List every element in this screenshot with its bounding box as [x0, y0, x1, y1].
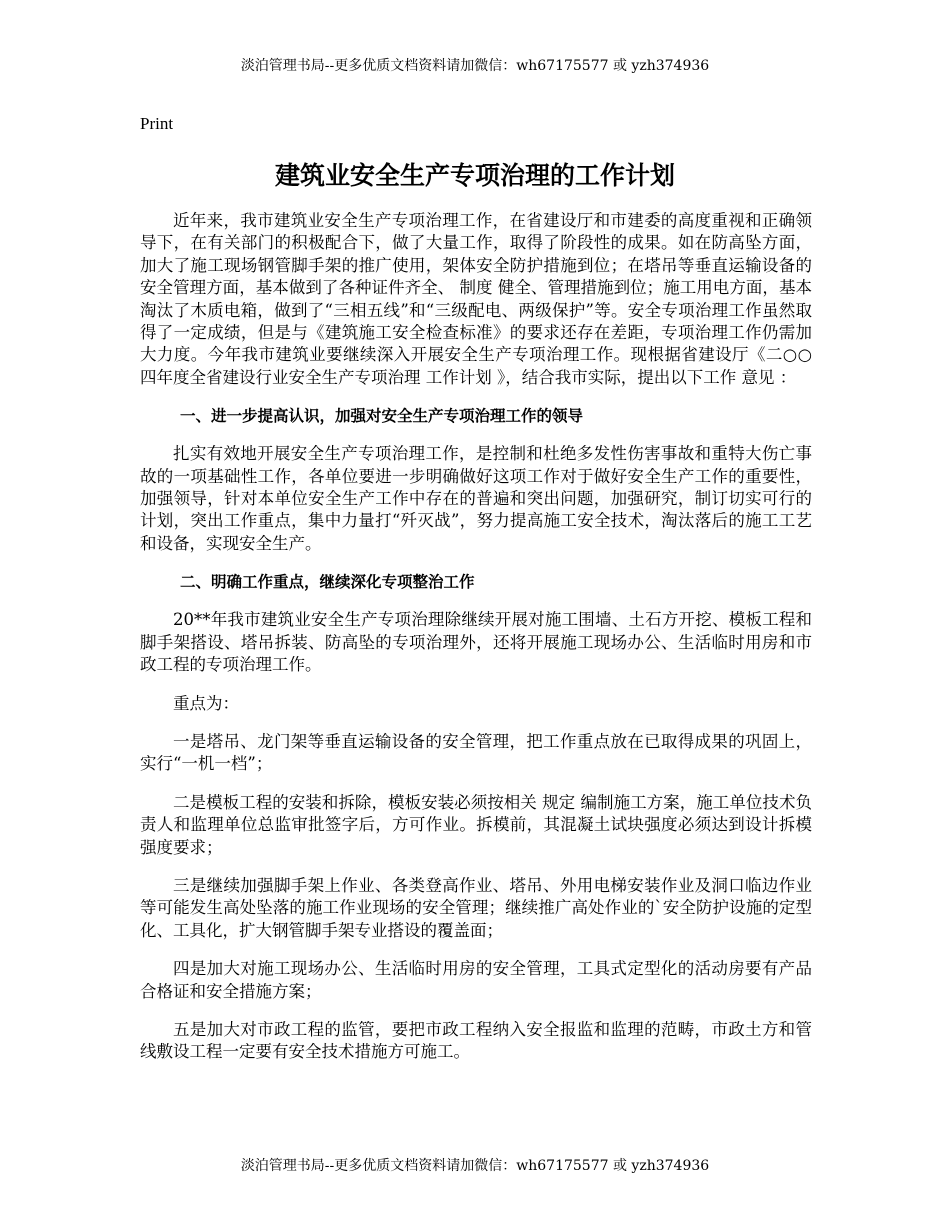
section-2-heading: 二、明确工作重点，继续深化专项整治工作: [180, 572, 475, 592]
section-1-heading: 一、进一步提高认识，加强对安全生产专项治理工作的领导: [180, 406, 584, 426]
intro-paragraph: 近年来，我市建筑业安全生产专项治理工作，在省建设厅和市建委的高度重视和正确领导下，在有关部门的积极配合下，做了大量工作，取得了阶段性的成果。如在防高坠方面，加大了施工现场钢管脚手架的推广使用，架体安全防护措施到位；在塔吊等垂直运输设备的安全管理方面，基本做到了各种证件齐全、 制度 健全、管理措施到位；施工用电方面，基本淘汰了木质电箱，做到了“三相五线”和“三级配电、两级保护”等。安全专项治理工作虽然取得了一定成绩，但是与《建筑施工安全检查标准》的要求还存在差距，专项治理工作仍需加大力度。今年我市建筑业要继续深入开展安全生产专项治理工作。现根据省建设厅《二○○四年度全省建设行业安全生产专项治理 工作计划 》，结合我市实际，提出以下工作 意见 ：: [140, 211, 812, 387]
focus-point-1: 一是塔吊、龙门架等垂直运输设备的安全管理，把工作重点放在已取得成果的巩固上，实行“一机一档”；: [140, 731, 812, 774]
section-1-paragraph: 扎实有效地开展安全生产专项治理工作，是控制和杜绝多发性伤害事故和重特大伤亡事故的一项基础性工作，各单位要进一步明确做好这项工作对于做好安全生产工作的重要性，加强领导，针对本单位安全生产工作中存在的普遍和突出问题，加强研究，制订切实可行的计划，突出工作重点，集中力量打“歼灭战”，努力提高施工安全技术，淘汰落后的施工工艺和设备，实现安全生产。: [140, 444, 812, 553]
focus-point-2: 二是模板工程的安装和拆除，模板安装必须按相关 规定 编制施工方案，施工单位技术负责人和监理单位总监审批签字后，方可作业。拆模前，其混凝土试块强度必须达到设计拆模强度要求；: [140, 792, 812, 857]
focus-point-3: 三是继续加强脚手架上作业、各类登高作业、塔吊、外用电梯安装作业及洞口临边作业等可能发生高处坠落的施工作业现场的安全管理；继续推广高处作业的`安全防护设施的定型化、工具化，扩大钢管脚手架专业搭设的覆盖面；: [140, 875, 812, 940]
focus-label: 重点为：: [173, 693, 239, 713]
document-body: [140, 210, 812, 1064]
document-title: 建筑业安全生产专项治理的工作计划: [274, 161, 675, 190]
focus-point-5: 五是加大对市政工程的监管，要把市政工程纳入安全报监和监理的范畴，市政土方和管线敷设工程一定要有安全技术措施方可施工。: [140, 1019, 812, 1062]
print-label: Print: [140, 114, 174, 133]
page-header: 淡泊管理书局--更多优质文档资料请加微信：wh67175577 或 yzh374936: [240, 58, 710, 74]
section-2-paragraph: 20**年我市建筑业安全生产专项治理除继续开展对施工围墙、土石方开挖、模板工程和脚手架搭设、塔吊拆装、防高坠的专项治理外，还将开展施工现场办公、生活临时用房和市政工程的专项治理工作。: [140, 610, 812, 675]
focus-point-4: 四是加大对施工现场办公、生活临时用房的安全管理，工具式定型化的活动房要有产品合格证和安全措施方案；: [140, 959, 812, 1001]
page-footer: 淡泊管理书局--更多优质文档资料请加微信：wh67175577 或 yzh374936: [240, 1158, 710, 1174]
